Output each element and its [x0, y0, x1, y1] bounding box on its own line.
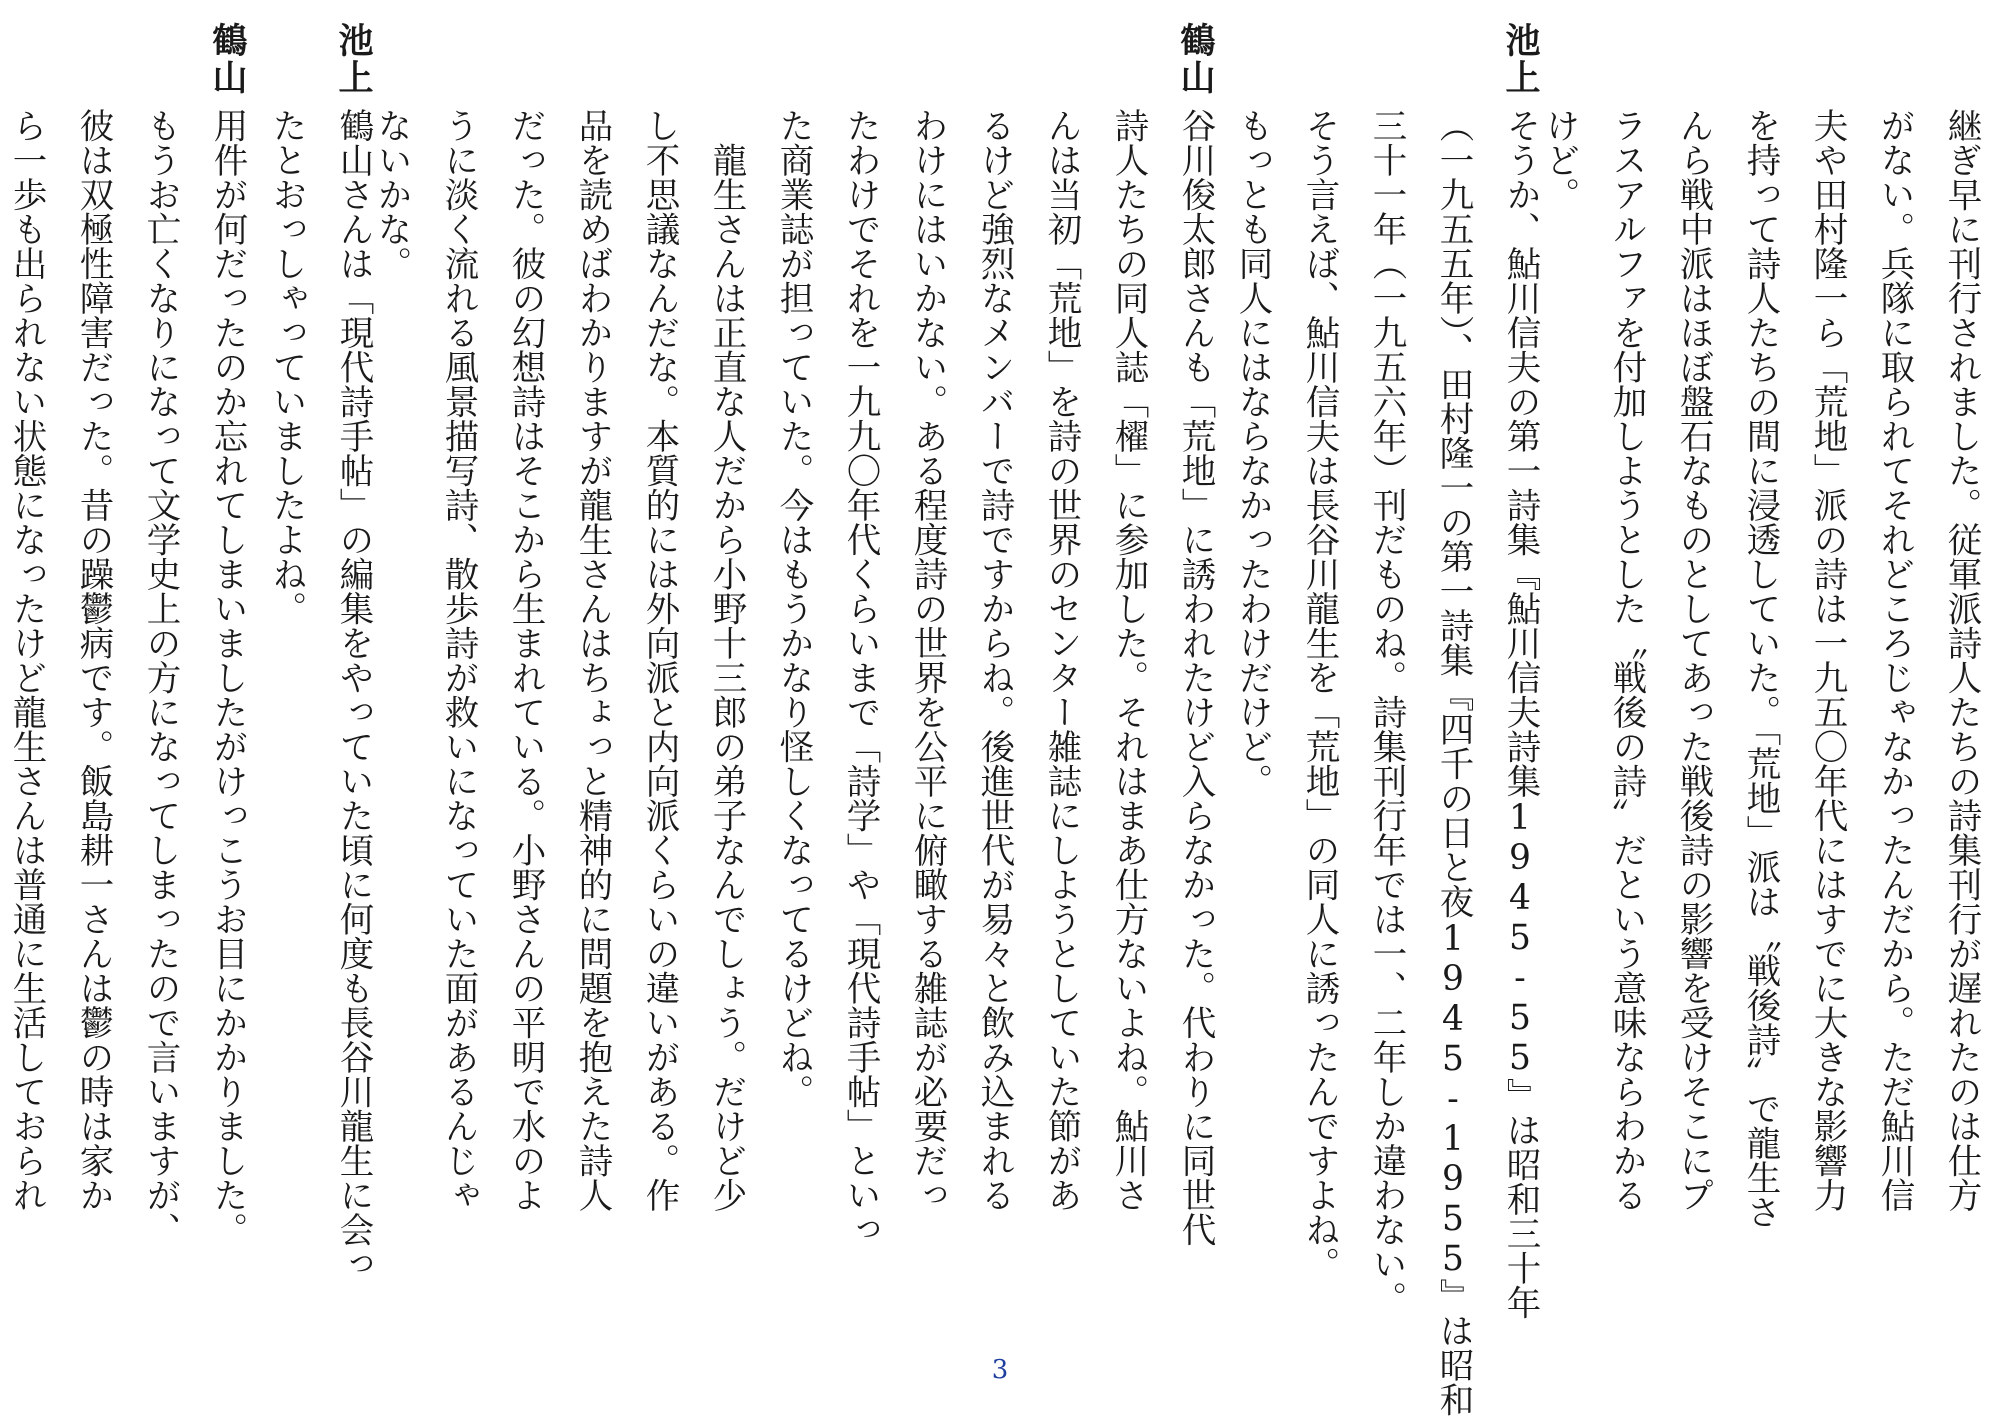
text-column: わけにはいかない。ある程度詩の世界を公平に俯瞰する雑誌が必要だっ — [907, 108, 947, 1212]
text-column: 品を読めばわかりますが龍生さんはちょっと精神的に問題を抱えた詩人 — [572, 108, 612, 1212]
text-column: たとおっしゃっていましたよね。 — [266, 108, 306, 626]
text-column: 用件が何だったのか忘れてしまいましたがけっこうお目にかかりました。 — [207, 108, 247, 1247]
text-column: もっとも同人にはならなかったわけだけど。 — [1232, 108, 1272, 798]
text-column: 詩人たちの同人誌「櫂」に参加した。それはまあ仕方ないよね。鮎川さ — [1108, 108, 1148, 1212]
text-column: ラスアルファを付加しようとした〝戦後の詩〟だという意味ならわかる — [1606, 108, 1646, 1212]
text-column: 彼は双極性障害だった。昔の躁鬱病です。飯島耕一さんは鬱の時は家か — [73, 108, 113, 1212]
text-column: 三十一年（一九五六年）刊だものね。詩集刊行年では一、二年しか違わない。 — [1366, 108, 1406, 1316]
text-column: ら一歩も出られない状態になったけど龍生さんは普通に生活しておられ — [6, 108, 46, 1212]
text-column: ないかな。 — [371, 108, 411, 281]
text-column: 龍生さんは正直な人だから小野十三郎の弟子なんでしょう。だけど少 — [706, 108, 746, 1212]
text-column: し不思議なんだな。本質的には外向派と内向派くらいの違いがある。作 — [639, 108, 679, 1212]
text-column: を持って詩人たちの間に浸透していた。「荒地」派は〝戦後詩〟で龍生さ — [1740, 108, 1780, 1230]
text-column: もうお亡くなりになって文学史上の方になってしまったので言いますが、 — [140, 108, 180, 1247]
text-column: るけど強烈なメンバーで詩ですからね。後進世代が易々と飲み込まれる — [974, 108, 1014, 1212]
speaker-label-ikegami: 池上 — [333, 22, 374, 96]
text-column: そう言えば、鮎川信夫は長谷川龍生を「荒地」の同人に誘ったんですよね。 — [1299, 108, 1339, 1281]
text-column: 谷川俊太郎さんも「荒地」に誘われたけど入らなかった。代わりに同世代 — [1175, 108, 1215, 1247]
speaker-label-tsuruyama: 鶴山 — [1175, 22, 1216, 96]
text-column: （一九五五年）、田村隆一の第一詩集『四千の日と夜1945-1955』は昭和 — [1433, 108, 1473, 1417]
text-column: 継ぎ早に刊行されました。従軍派詩人たちの詩集刊行が遅れたのは仕方 — [1941, 108, 1981, 1212]
text-column: んは当初「荒地」を詩の世界のセンター雑誌にしようとしていた節があ — [1041, 108, 1081, 1212]
text-column: けど。 — [1539, 108, 1579, 212]
text-column: だった。彼の幻想詩はそこから生まれている。小野さんの平明で水のよ — [505, 108, 545, 1212]
speaker-label-ikegami: 池上 — [1500, 22, 1541, 96]
text-column: 鶴山さんは「現代詩手帖」の編集をやっていた頃に何度も長谷川龍生に会っ — [333, 108, 373, 1281]
text-column: 夫や田村隆一ら「荒地」派の詩は一九五〇年代にはすでに大きな影響力 — [1807, 108, 1847, 1212]
speaker-label-tsuruyama: 鶴山 — [207, 22, 248, 96]
text-column: んら戦中派はほぼ盤石なものとしてあった戦後詩の影響を受けそこにプ — [1673, 108, 1713, 1212]
text-column: たわけでそれを一九九〇年代くらいまで「詩学」や「現代詩手帖」といっ — [840, 108, 880, 1247]
text-column: がない。兵隊に取られてそれどころじゃなかったんだから。ただ鮎川信 — [1874, 108, 1914, 1212]
text-column: そうか、鮎川信夫の第一詩集『鮎川信夫詩集1945-55』は昭和三十年 — [1500, 108, 1540, 1320]
text-column: た商業誌が担っていた。今はもうかなり怪しくなってるけどね。 — [773, 108, 813, 1109]
text-column: うに淡く流れる風景描写詩、散歩詩が救いになっていた面があるんじゃ — [438, 108, 478, 1212]
page-number: 3 — [991, 1355, 1009, 1385]
